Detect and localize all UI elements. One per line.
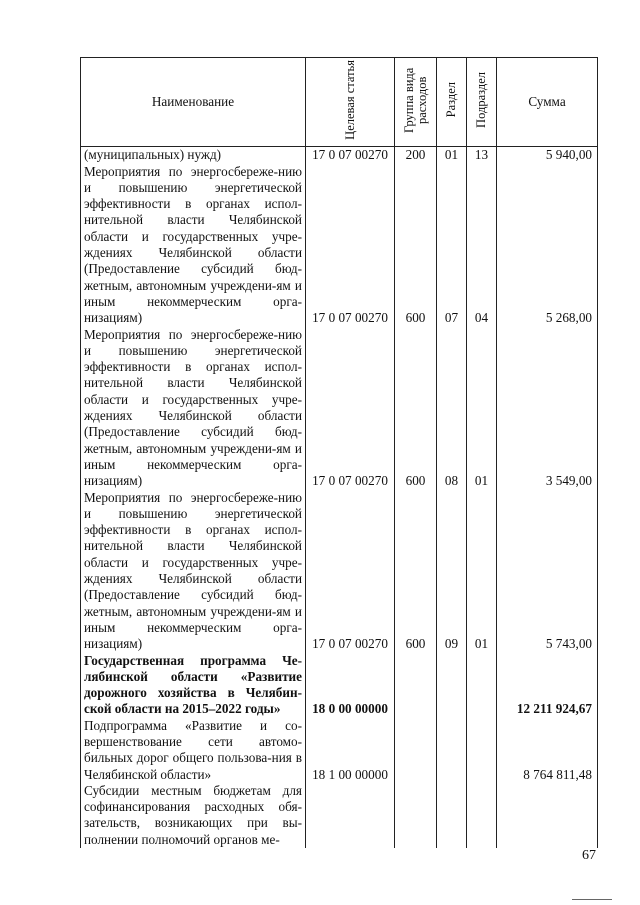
cell-subsection — [467, 783, 497, 848]
table-row — [81, 147, 598, 164]
cell-section: 01 — [437, 147, 467, 164]
footer-mark — [572, 899, 612, 903]
budget-table — [80, 57, 598, 848]
header-section: Раздел — [437, 58, 467, 147]
cell-name: (муниципальных) нужд) — [81, 147, 306, 164]
cell-target: 17 0 07 00270 — [306, 147, 395, 164]
cell-target: 18 1 00 00000 — [306, 718, 395, 783]
cell-group — [395, 718, 437, 783]
cell-sum: 12 211 924,67 — [497, 653, 598, 718]
cell-group: 600 — [395, 327, 437, 490]
cell-subsection: 13 — [467, 147, 497, 164]
cell-subsection: 04 — [467, 164, 497, 327]
cell-target: 17 0 07 00270 — [306, 327, 395, 490]
cell-name: Подпрограмма «Развитие и со-вершенствование сети автомо-бильных дорог общего пользова-ния в Челябинской области» — [81, 718, 306, 783]
cell-section: 09 — [437, 490, 467, 653]
cell-section: 08 — [437, 327, 467, 490]
cell-group: 600 — [395, 490, 437, 653]
header-name: Наименование — [81, 58, 306, 147]
cell-target: 17 0 07 00270 — [306, 164, 395, 327]
cell-sum: 5 268,00 — [497, 164, 598, 327]
page-number: 67 — [582, 848, 596, 863]
cell-name: Мероприятия по энергосбереже-нию и повышению энергетической эффективности в органах испол-нительной власти Челябинской области и государственных учре-ждениях Челябинской области (Предоставление субсидий бюд-жетным, автономным учреждени-ям и иным некоммерческим орга-низациям) — [81, 327, 306, 490]
table-row — [81, 164, 598, 327]
cell-section — [437, 783, 467, 848]
cell-group — [395, 653, 437, 718]
header-sum: Сумма — [497, 58, 598, 147]
cell-subsection — [467, 653, 497, 718]
cell-sum: 5 743,00 — [497, 490, 598, 653]
cell-group: 600 — [395, 164, 437, 327]
cell-sum: 5 940,00 — [497, 147, 598, 164]
cell-name: Мероприятия по энергосбереже-нию и повышению энергетической эффективности в органах испол-нительной власти Челябинской области и государственных учре-ждениях Челябинской области (Предоставление субсидий бюд-жетным, автономным учреждени-ям и иным некоммерческим орга-низациям) — [81, 490, 306, 653]
cell-name: Государственная программа Че-лябинской области «Развитие дорожного хозяйства в Челябин-ской области на 2015–2022 годы» — [81, 653, 306, 718]
cell-target: 17 0 07 00270 — [306, 490, 395, 653]
cell-subsection: 01 — [467, 490, 497, 653]
table-row — [81, 327, 598, 490]
cell-target: 18 0 00 00000 — [306, 653, 395, 718]
header-subsection: Подраздел — [467, 58, 497, 147]
cell-sum: 3 549,00 — [497, 327, 598, 490]
cell-section — [437, 718, 467, 783]
cell-section — [437, 653, 467, 718]
header-group: Группа вида расходов — [395, 58, 437, 147]
cell-group — [395, 783, 437, 848]
table-header-row — [81, 58, 598, 147]
header-target: Целевая статья — [306, 58, 395, 147]
table-row — [81, 490, 598, 653]
table-row — [81, 783, 598, 848]
cell-subsection: 01 — [467, 327, 497, 490]
cell-group: 200 — [395, 147, 437, 164]
table-row — [81, 653, 598, 718]
cell-sum — [497, 783, 598, 848]
cell-sum: 8 764 811,48 — [497, 718, 598, 783]
cell-name: Субсидии местным бюджетам для софинансирования расходных обя-зательств, возникающих при вы-полнении полномочий органов ме- — [81, 783, 306, 848]
cell-target — [306, 783, 395, 848]
table-row — [81, 718, 598, 783]
cell-name: Мероприятия по энергосбереже-нию и повышению энергетической эффективности в органах испол-нительной власти Челябинской области и государственных учре-ждениях Челябинской области (Предоставление субсидий бюд-жетным, автономным учреждени-ям и иным некоммерческим орга-низациям) — [81, 164, 306, 327]
cell-subsection — [467, 718, 497, 783]
cell-section: 07 — [437, 164, 467, 327]
